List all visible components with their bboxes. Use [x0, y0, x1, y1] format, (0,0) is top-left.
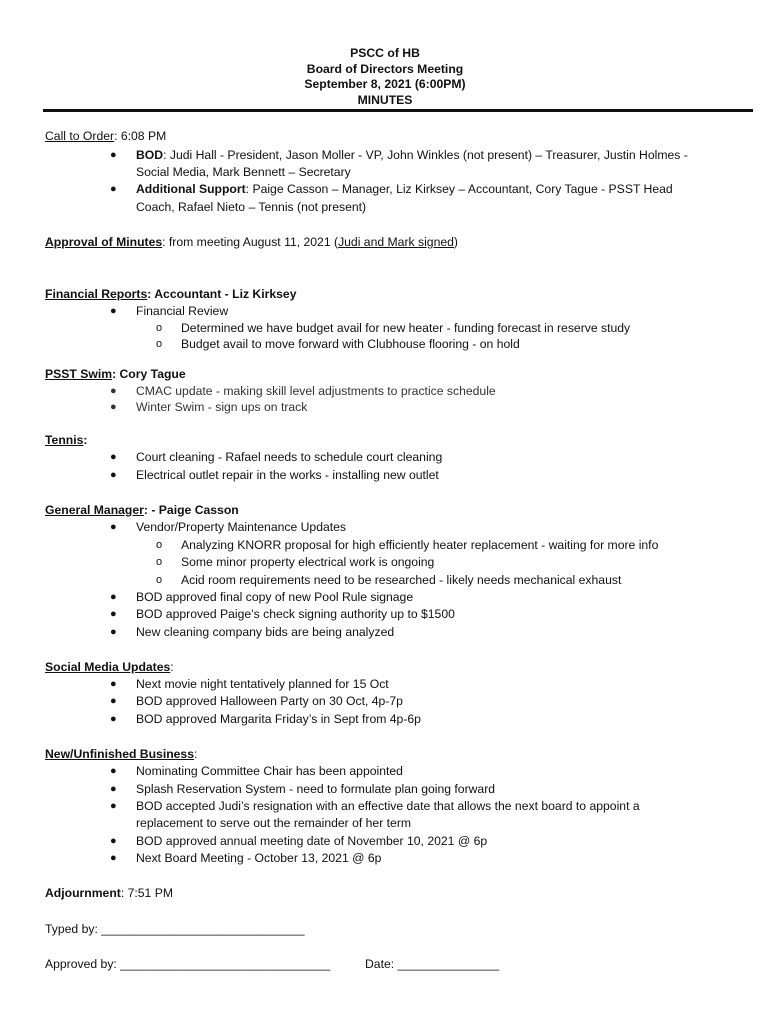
approval-close: ): [453, 235, 458, 249]
call-to-order-heading: Call to Order: [45, 129, 115, 143]
business-item-text: BOD approved annual meeting date of November 10, 2021 @ 6p: [136, 834, 488, 848]
general-manager-heading: General Manager: [45, 503, 144, 517]
social-media-line: [45, 659, 174, 675]
psst-item-text: Winter Swim - sign ups on track: [136, 400, 308, 414]
header-divider: [43, 109, 753, 112]
adjournment-time: : 7:51 PM: [120, 886, 173, 900]
sub-bullet-icon: o: [156, 574, 163, 586]
bod-text-continued: Social Media, Mark Bennett – Secretary: [136, 165, 351, 179]
call-to-order-line: [45, 128, 166, 144]
call-to-order-time: : 6:08 PM: [114, 129, 167, 143]
business-line: [45, 746, 197, 762]
bullet-icon: ●: [110, 521, 117, 533]
date-line: Date: _______________: [365, 957, 500, 971]
approval-line: [45, 234, 458, 250]
bullet-icon: ●: [110, 385, 117, 397]
additional-support-label: Additional Support: [136, 182, 246, 196]
additional-support-text-continued: Coach, Rafael Nieto – Tennis (not present): [136, 200, 367, 214]
bullet-icon: ●: [110, 800, 117, 812]
bullet-icon: ●: [110, 783, 117, 795]
bullet-icon: ●: [110, 678, 117, 690]
business-heading: New/Unfinished Business: [45, 747, 194, 761]
tennis-item-text: Court cleaning - Rafael needs to schedule court cleaning: [136, 450, 443, 464]
social-item-text: BOD approved Halloween Party on 30 Oct, 4p-7p: [136, 694, 403, 708]
document-type: MINUTES: [357, 92, 413, 107]
social-media-colon: :: [170, 660, 174, 674]
social-media-heading: Social Media Updates: [45, 660, 171, 674]
adjournment-line: [45, 885, 173, 901]
general-manager-line: [45, 502, 239, 518]
business-colon: :: [194, 747, 198, 761]
bullet-icon: ●: [110, 451, 117, 463]
sub-bullet-icon: o: [156, 556, 163, 568]
meeting-date: September 8, 2021 (6:00PM): [304, 77, 466, 91]
bullet-icon: ●: [110, 852, 117, 864]
bullet-icon: ●: [110, 626, 117, 638]
psst-swim-line: [45, 366, 186, 382]
tennis-line: [45, 432, 87, 448]
gm-item-text: BOD approved Paige’s check signing authority up to $1500: [136, 607, 455, 621]
org-name: PSCC of HB: [350, 46, 420, 60]
gm-item-text: Vendor/Property Maintenance Updates: [136, 520, 347, 534]
general-manager-title: : - Paige Casson: [143, 503, 239, 517]
psst-item-text: CMAC update - making skill level adjustments to practice schedule: [136, 384, 496, 398]
bullet-icon: ●: [110, 591, 117, 603]
bullet-icon: ●: [110, 469, 117, 481]
gm-item-text: New cleaning company bids are being analyzed: [136, 625, 395, 639]
sub-bullet-icon: o: [156, 539, 163, 551]
approval-signed: Judi and Mark signed: [338, 235, 454, 249]
bullet-icon: ●: [110, 183, 117, 195]
psst-swim-title: : Cory Tague: [112, 367, 186, 381]
financial-subitem-text: Determined we have budget avail for new heater - funding forecast in reserve study: [181, 321, 631, 335]
typed-by-line: Typed by: ______________________________: [45, 922, 305, 936]
financial-reports-heading: Financial Reports: [45, 287, 148, 301]
bod-text: : Judi Hall - President, Jason Moller - VP, John Winkles (not present) – Treasurer, Justin Holmes -: [163, 148, 688, 162]
bod-label: BOD: [136, 148, 164, 162]
financial-review-text: Financial Review: [136, 304, 229, 318]
business-item-text-continued: replacement to serve out the remainder of her term: [136, 816, 412, 830]
bullet-icon: ●: [110, 695, 117, 707]
bullet-icon: ●: [110, 305, 117, 317]
social-item-text: BOD approved Margarita Friday’s in Sept from 4p-6p: [136, 712, 421, 726]
sub-bullet-icon: o: [156, 338, 163, 350]
social-item-text: Next movie night tentatively planned for 15 Oct: [136, 677, 389, 691]
bullet-icon: ●: [110, 765, 117, 777]
approved-by-line: Approved by: _______________________________: [45, 957, 331, 971]
approval-heading: Approval of Minutes: [45, 235, 163, 249]
adjournment-heading: Adjournment: [45, 886, 121, 900]
tennis-item-text: Electrical outlet repair in the works - installing new outlet: [136, 468, 439, 482]
bullet-icon: ●: [110, 835, 117, 847]
bullet-icon: ●: [110, 149, 117, 161]
gm-subitem-text: Acid room requirements need to be researched - likely needs mechanical exhaust: [181, 573, 622, 587]
financial-reports-line: [45, 286, 296, 302]
financial-reports-title: : Accountant - Liz Kirksey: [147, 287, 297, 301]
business-item-text: Next Board Meeting - October 13, 2021 @ 6p: [136, 851, 382, 865]
psst-swim-heading: PSST Swim: [45, 367, 113, 381]
business-item-text: Splash Reservation System - need to formulate plan going forward: [136, 782, 496, 796]
tennis-heading: Tennis: [45, 433, 84, 447]
business-item-text: BOD accepted Judi’s resignation with an effective date that allows the next board to appoint a: [136, 799, 640, 813]
tennis-colon: :: [83, 433, 88, 447]
gm-item-text: BOD approved final copy of new Pool Rule signage: [136, 590, 414, 604]
gm-subitem-text: Some minor property electrical work is ongoing: [181, 555, 435, 569]
bullet-icon: ●: [110, 401, 117, 413]
bullet-icon: ●: [110, 608, 117, 620]
gm-subitem-text: Analyzing KNORR proposal for high efficiently heater replacement - waiting for more info: [181, 538, 659, 552]
financial-subitem-text: Budget avail to move forward with Clubhouse flooring - on hold: [181, 337, 520, 351]
meeting-title: Board of Directors Meeting: [306, 61, 464, 76]
bullet-icon: ●: [110, 713, 117, 725]
sub-bullet-icon: o: [156, 322, 163, 334]
document-header: [0, 46, 770, 108]
approval-text: : from meeting August 11, 2021 (: [162, 235, 339, 249]
additional-support-text: : Paige Casson – Manager, Liz Kirksey – Accountant, Cory Tague - PSST Head: [245, 182, 673, 196]
business-item-text: Nominating Committee Chair has been appointed: [136, 764, 403, 778]
